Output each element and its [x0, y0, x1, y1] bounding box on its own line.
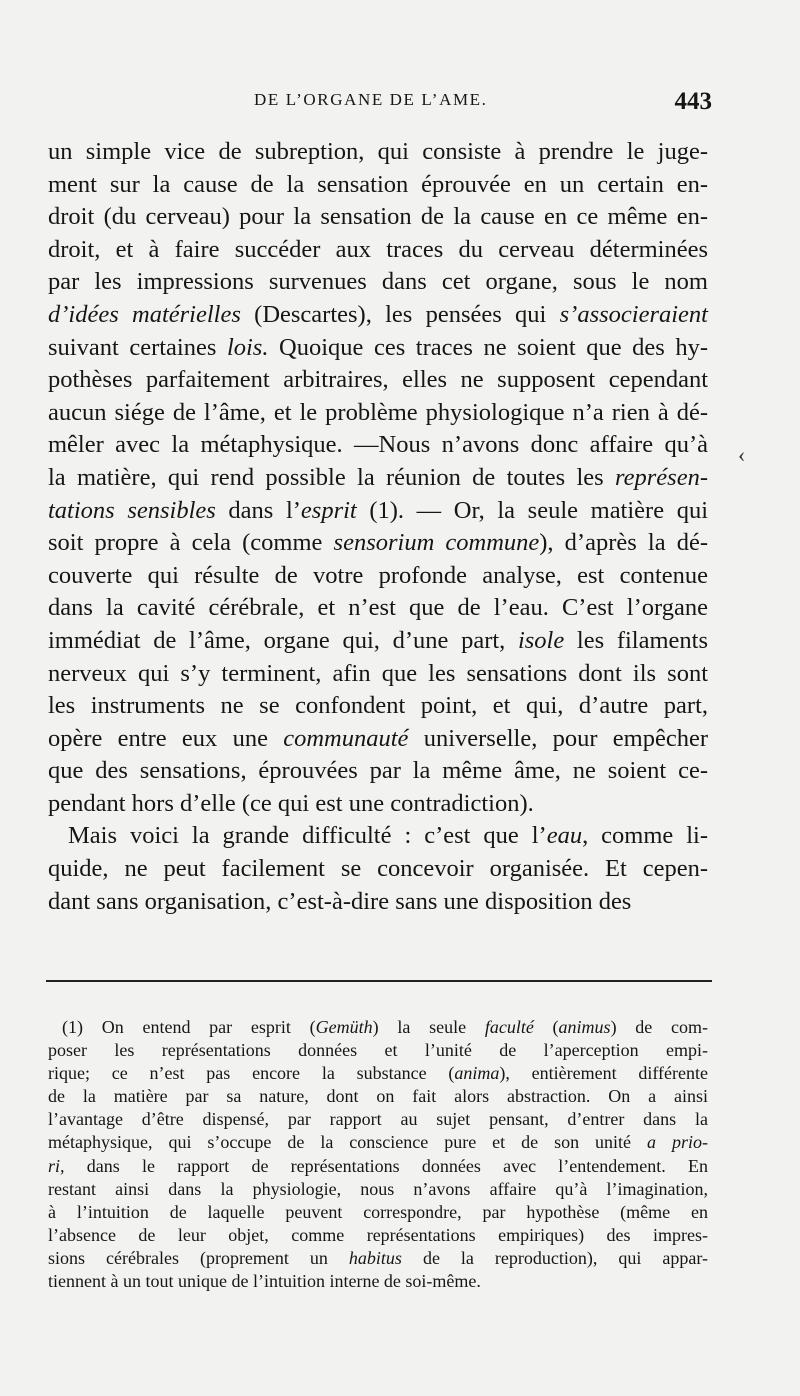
body-text-run: les instruments ne se confondent point, et qui, d’autre part, — [48, 692, 708, 720]
body-line — [48, 853, 708, 886]
body-line — [48, 462, 708, 495]
body-text-run: immédiat de l’âme, organe qui, d’une part, — [48, 626, 518, 654]
body-line — [48, 723, 708, 756]
footnote — [48, 1016, 708, 1293]
footnote-text-run: rique; ce n’est pas encore la substance ( — [48, 1063, 455, 1084]
footnote-text-run: (1) On entend par esprit ( — [62, 1017, 316, 1037]
footnote-line — [48, 1270, 708, 1293]
footnote-line — [48, 1201, 708, 1224]
footnote-text-run: habitus — [348, 1247, 402, 1268]
footnote-line — [48, 1178, 708, 1201]
footnote-line — [48, 1016, 708, 1039]
page-number: 443 — [674, 88, 712, 115]
running-head: DE L’ORGANE DE L’AME. — [254, 90, 488, 109]
page-header — [44, 88, 712, 122]
footnote-text-run: ), entièrement différente — [499, 1063, 709, 1084]
footnote-text-run: Gemüth — [315, 1017, 373, 1037]
body-text-run: représen- — [615, 463, 708, 491]
footnote-line — [48, 1108, 708, 1131]
footnote-line — [48, 1039, 708, 1062]
body-line — [48, 625, 708, 658]
body-text-run: Mais voici la grande difficulté : c’est que l’ — [68, 822, 547, 850]
body-line — [48, 820, 708, 853]
body-text-run: suivant certaines — [48, 333, 227, 361]
body-line — [48, 788, 708, 821]
body-text-run: la matière, qui rend possible la réunion de toutes les — [48, 463, 616, 491]
body-text-run: Quoique ces traces ne soient que des hy- — [268, 333, 708, 361]
body-text-run: opère entre eux une — [48, 724, 284, 752]
footnote-text-run: ) de com- — [610, 1017, 709, 1037]
body-text-run: un simple vice de subreption, qui consiste à prendre le juge- — [48, 138, 708, 165]
footnote-text-run: tiennent à un tout unique de l’intuition interne de soi-même. — [48, 1271, 481, 1292]
body-text-run: ), d’après la dé- — [539, 529, 708, 557]
margin-mark: ‹ — [738, 442, 746, 467]
footnote-text-run: ri, — [48, 1155, 65, 1176]
body-line — [48, 332, 708, 365]
body-text-run: pothèses parfaitement arbitraires, elles ne supposent cependant — [48, 366, 708, 394]
footnote-line — [48, 1062, 708, 1085]
footnote-rule — [46, 980, 712, 982]
body-text-run: tations sensibles — [48, 496, 216, 524]
body-text-run: universelle, pour empêcher — [408, 724, 709, 752]
body-text-run: dans la cavité cérébrale, et n’est que de l’eau. C’est l’organe — [48, 594, 708, 622]
body-line — [48, 495, 708, 528]
body-text — [48, 136, 708, 918]
body-line — [48, 658, 708, 691]
body-line — [48, 299, 708, 332]
body-line — [48, 266, 708, 299]
body-text-run: s’associeraient — [559, 300, 708, 328]
body-text-run: sensorium commune — [333, 529, 540, 557]
body-text-run: d’idées matérielles — [48, 300, 241, 328]
body-text-run: couverte qui résulte de votre profonde analyse, est contenue — [48, 561, 708, 589]
footnote-text-run: a prio- — [647, 1132, 709, 1153]
body-text-run: eau — [546, 822, 583, 850]
body-text-run: nerveux qui s’y terminent, afin que les sensations dont ils sont — [48, 659, 708, 687]
body-text-run: aucun siége de l’âme, et le problème physiologique n’a rien à dé- — [48, 398, 708, 426]
footnote-text-run: l’absence de leur objet, comme représentations empiriques) des impres- — [48, 1224, 708, 1245]
body-line — [48, 201, 708, 234]
body-text-run: quide, ne peut facilement se concevoir organisée. Et cepen- — [48, 855, 708, 883]
body-text-run: , comme li- — [582, 822, 708, 850]
body-line — [48, 886, 708, 919]
body-line — [48, 397, 708, 430]
body-text-run: communauté — [283, 724, 409, 752]
body-text-run: droit, et à faire succéder aux traces du cerveau déterminées — [48, 235, 708, 263]
body-line — [48, 364, 708, 397]
body-text-run: ment sur la cause de la sensation éprouvée en un certain en- — [48, 170, 708, 198]
body-text-run: lois. — [226, 333, 269, 361]
body-text-run: pendant hors d’elle (ce qui est une contradiction). — [48, 789, 534, 817]
footnote-line — [48, 1155, 708, 1178]
footnote-text-run: poser les représentations données et l’unité de l’aperception empi- — [48, 1040, 708, 1061]
body-text-run: isole — [517, 626, 565, 654]
body-text-run: dans l’ — [215, 496, 301, 524]
body-line — [48, 755, 708, 788]
body-text-run: les filaments — [564, 626, 708, 654]
footnote-text-run: l’avantage d’être dispensé, par rapport au sujet pensant, d’entrer dans la — [48, 1109, 708, 1130]
body-line — [48, 690, 708, 723]
footnote-text-run: ) la seule — [372, 1017, 485, 1037]
body-text-run: droit (du cerveau) pour la sensation de la cause en ce même en- — [48, 203, 708, 231]
body-text-run: dant sans organisation, c’est-à-dire sans une disposition des — [48, 887, 632, 915]
footnote-text-run: animus — [558, 1017, 611, 1037]
body-line — [48, 136, 708, 169]
footnote-line — [48, 1085, 708, 1108]
footnote-text-run: de la matière par sa nature, dont on fait alors abstraction. On a ainsi — [48, 1086, 708, 1107]
footnote-text-run: ( — [533, 1017, 559, 1037]
body-line — [48, 169, 708, 202]
body-line — [48, 527, 708, 560]
footnote-text-run: restant ainsi dans la physiologie, nous n’avons affaire qu’à l’imagination, — [48, 1178, 708, 1199]
footnote-line — [48, 1131, 708, 1154]
footnote-text-run: sions cérébrales (proprement un — [48, 1247, 349, 1268]
body-text-run: (Descartes), les pensées qui — [240, 300, 560, 328]
body-line — [48, 429, 708, 462]
body-text-run: esprit — [300, 496, 357, 524]
footnote-line — [48, 1224, 708, 1247]
body-text-run: par les impressions survenues dans cet organe, sous le nom — [48, 268, 708, 296]
body-line — [48, 560, 708, 593]
body-text-run: soit propre à cela (comme — [48, 529, 334, 557]
footnote-text-run: dans le rapport de représentations données avec l’entendement. En — [64, 1155, 708, 1176]
body-line — [48, 234, 708, 267]
footnote-text-run: faculté — [484, 1017, 534, 1037]
body-text-run: mêler avec la métaphysique. —Nous n’avons donc affaire qu’à — [48, 431, 708, 459]
footnote-text-run: de la reproduction), qui appar- — [401, 1247, 708, 1268]
footnote-text-run: métaphysique, qui s’occupe de la conscience pure et de son unité — [48, 1132, 648, 1153]
footnote-text-run: anima — [454, 1063, 500, 1084]
footnote-line — [48, 1247, 708, 1270]
body-line — [48, 592, 708, 625]
body-text-run: que des sensations, éprouvées par la même âme, ne soient ce- — [48, 757, 708, 785]
body-text-run: (1). — Or, la seule matière qui — [356, 496, 709, 524]
footnote-text-run: à l’intuition de laquelle peuvent correspondre, par hypothèse (même en — [48, 1201, 708, 1222]
